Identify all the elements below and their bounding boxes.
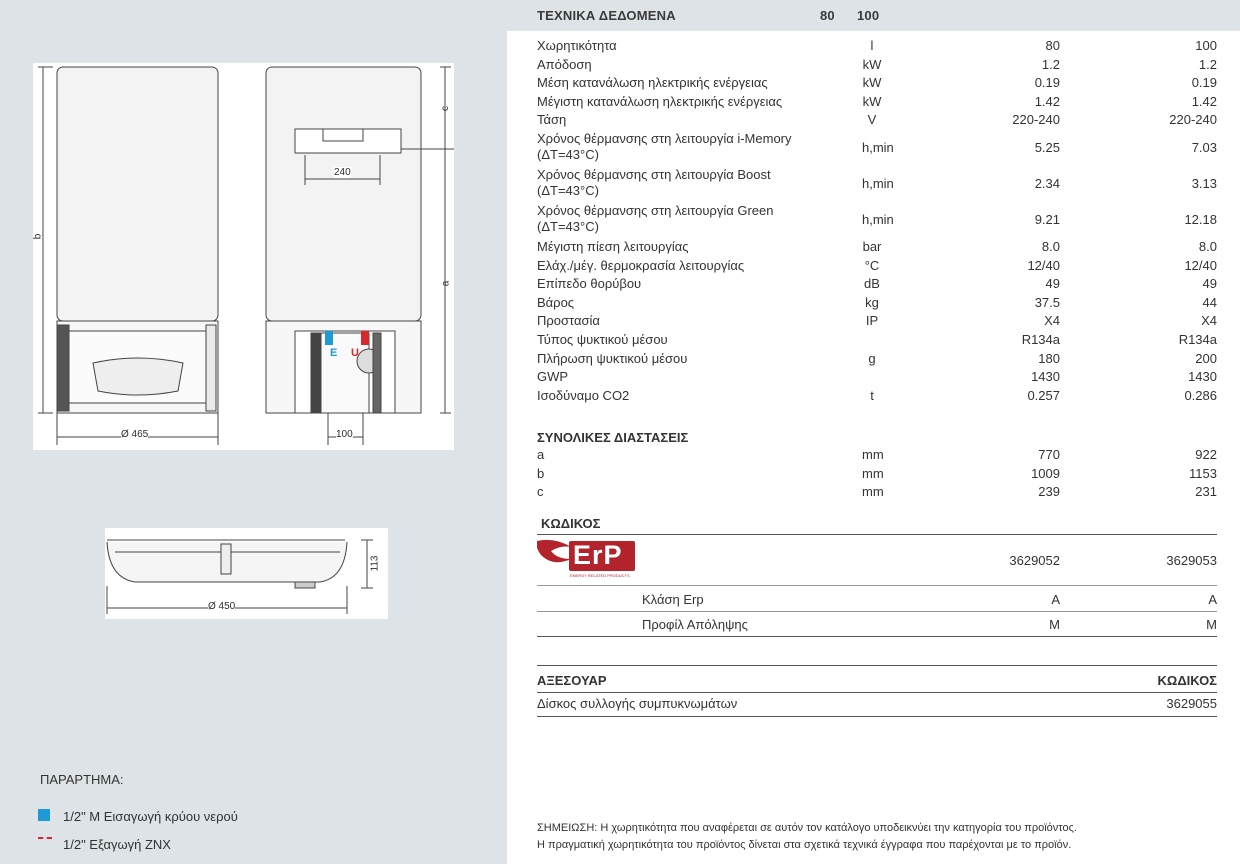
spec-value-80: R134a: [1021, 332, 1060, 347]
spec-label: Χρόνος θέρμανσης στη λειτουργία Green: [537, 203, 774, 218]
spec-value-80: X4: [1044, 313, 1060, 329]
spec-value-80: 180: [1038, 350, 1060, 366]
spec-value-80: 1.42: [1034, 93, 1060, 109]
spec-label: Τύπος ψυκτικού μέσου: [537, 332, 668, 347]
load-profile-100: M: [1206, 617, 1217, 632]
spec-label: Χρόνος θέρμανσης στη λειτουργία Boost: [537, 167, 771, 182]
spec-row: [537, 277, 1217, 295]
dim-label-a: a: [440, 280, 452, 287]
spec-unit: h,min: [862, 176, 894, 191]
spec-label: Απόδοση: [537, 56, 592, 72]
code-100: 3629053: [1166, 553, 1217, 568]
code-row: [537, 554, 1217, 572]
spec-row: [537, 76, 1217, 94]
spec-label-condition: (ΔT=43°C): [537, 147, 599, 162]
spec-unit: V: [867, 112, 877, 128]
spec-value-100: 0.19: [1191, 75, 1217, 91]
dimension-label: a: [537, 447, 545, 462]
spec-col-80: 80: [820, 8, 835, 23]
spec-label: Επίπεδο θορύβου: [537, 276, 642, 292]
spec-row: [537, 352, 1217, 370]
load-profile-label: Προφίλ Απόληψης: [642, 617, 748, 632]
accessory-divider-top: [537, 665, 1217, 666]
spec-label: Βάρος: [537, 294, 575, 310]
spec-value-80: 49: [1045, 276, 1060, 292]
spec-col-100: 100: [857, 8, 880, 23]
hot-water-legend-swatch: [38, 837, 52, 839]
dimension-value-100: 922: [1195, 447, 1217, 462]
spec-unit: kW: [862, 75, 882, 91]
appendix-title: ΠΑΡΑΡΤΗΜΑ:: [40, 772, 124, 787]
spec-value-80: 2.34: [1034, 176, 1060, 191]
spec-value-100: X4: [1201, 313, 1217, 329]
code-80: 3629052: [1009, 553, 1060, 568]
spec-row: [537, 58, 1217, 76]
dimension-row: [537, 485, 1217, 503]
spec-row: [537, 314, 1217, 332]
spec-row: [537, 259, 1217, 277]
inlet-letter: E: [330, 347, 338, 359]
dimension-row: [537, 467, 1217, 485]
accessory-code: 3629055: [1166, 696, 1217, 711]
erp-class-100: A: [1208, 592, 1217, 607]
spec-label: GWP: [537, 369, 569, 385]
spec-value-80: 0.257: [1027, 387, 1060, 403]
spec-value-100: 7.03: [1191, 140, 1217, 155]
hot-water-legend-label: 1/2" Εξαγωγή ZNX: [63, 837, 171, 852]
spec-value-100: 49: [1202, 276, 1217, 292]
code-divider-bottom: [537, 636, 1217, 637]
dim-label-pipe-offset: 100: [336, 429, 353, 440]
accessory-divider-mid: [537, 692, 1217, 693]
spec-value-100: 3.13: [1191, 176, 1217, 191]
dimension-unit: mm: [862, 465, 884, 481]
spec-unit: kW: [862, 93, 882, 109]
spec-value-100: 12/40: [1184, 257, 1217, 273]
code-title: ΚΩΔΙΚΟΣ: [541, 516, 601, 531]
dimension-value-80: 239: [1038, 484, 1060, 499]
dimension-value-80: 1009: [1031, 465, 1060, 481]
spec-value-100: 1.42: [1191, 93, 1217, 109]
spec-label: Πλήρωση ψυκτικού μέσου: [537, 350, 688, 366]
cold-inlet-marker: [325, 331, 333, 345]
cold-water-legend-swatch: [38, 809, 50, 821]
spec-label-condition: (ΔT=43°C): [537, 183, 599, 198]
spec-label: Μέση κατανάλωση ηλεκτρικής ενέργειας: [537, 75, 768, 91]
spec-unit: bar: [862, 239, 882, 254]
spec-row: [537, 240, 1217, 258]
dimensions-title: ΣΥΝΟΛΙΚΕΣ ΔΙΑΣΤΑΣΕΙΣ: [537, 430, 689, 445]
spec-value-80: 37.5: [1034, 294, 1060, 310]
accessory-divider-bottom: [537, 716, 1217, 717]
dim-label-bracket: 240: [334, 167, 351, 178]
spec-row: [537, 39, 1217, 57]
erp-class-80: A: [1051, 592, 1060, 607]
spec-row: [537, 370, 1217, 388]
erp-logo-text: ErP: [573, 540, 623, 570]
dim-label-top-height: 113: [369, 555, 381, 572]
spec-unit: h,min: [862, 140, 894, 155]
spec-value-80: 80: [1045, 38, 1060, 53]
erp-class-label: Κλάση Erp: [642, 592, 704, 607]
dimension-label: c: [537, 484, 544, 499]
spec-value-100: 8.0: [1198, 239, 1217, 254]
spec-unit: kg: [865, 294, 879, 310]
spec-value-100: 220-240: [1169, 112, 1217, 128]
spec-unit: g: [868, 350, 876, 366]
spec-row: [537, 168, 1217, 202]
spec-label: Ισοδύναμο CO2: [537, 387, 630, 403]
spec-value-80: 12/40: [1027, 257, 1060, 273]
spec-unit: °C: [864, 257, 880, 273]
erp-logo-subtext: ENERGY RELATED PRODUCTS: [570, 573, 630, 578]
dimension-value-80: 770: [1038, 447, 1060, 462]
spec-value-80: 9.21: [1034, 212, 1060, 227]
hot-outlet-marker: [361, 331, 369, 345]
spec-value-100: 44: [1202, 294, 1217, 310]
spec-label: Προστασία: [537, 313, 600, 329]
note-line-1: ΣΗΜΕΙΩΣΗ: Η χωρητικότητα που αναφέρεται σε αυτόν τον κατάλογο υποδεικνύει την κατηγορία του προϊόντος.: [537, 822, 1077, 834]
dimension-value-100: 1153: [1189, 465, 1217, 481]
spec-value-80: 0.19: [1034, 75, 1060, 91]
spec-row: [537, 296, 1217, 314]
dimension-unit: mm: [862, 447, 884, 462]
dimension-row: [537, 448, 1217, 466]
spec-value-100: R134a: [1178, 332, 1217, 347]
spec-unit: dB: [864, 276, 880, 292]
spec-row: [537, 95, 1217, 113]
code-divider-2: [537, 611, 1217, 612]
spec-value-80: 5.25: [1034, 140, 1060, 155]
spec-label: Τάση: [537, 112, 567, 128]
spec-unit: l: [870, 38, 874, 53]
spec-label: Ελάχ./μέγ. θερμοκρασία λειτουργίας: [537, 257, 745, 273]
dimension-value-100: 231: [1195, 484, 1217, 499]
spec-label: Μέγιστη πίεση λειτουργίας: [537, 239, 689, 254]
spec-value-80: 1.2: [1041, 56, 1060, 72]
spec-header-bar: [507, 0, 1240, 31]
spec-unit: t: [870, 387, 874, 403]
top-view-drawing: [105, 528, 388, 619]
spec-row: [537, 113, 1217, 131]
dim-label-c: c: [440, 106, 451, 111]
spec-value-80: 220-240: [1012, 112, 1060, 128]
dimension-unit: mm: [862, 484, 884, 499]
spec-unit: h,min: [862, 212, 894, 227]
spec-value-100: 100: [1195, 38, 1217, 53]
dim-label-top-diameter: Ø 450: [208, 601, 236, 612]
dimension-label: b: [537, 465, 545, 481]
spec-value-100: 1430: [1188, 369, 1217, 385]
spec-unit: IP: [865, 313, 879, 329]
spec-unit: kW: [862, 56, 882, 72]
spec-row: [537, 132, 1217, 166]
side-view-drawing: [33, 63, 454, 450]
spec-row: [537, 333, 1217, 351]
erp-class-row: [537, 593, 1217, 611]
load-profile-row: [537, 618, 1217, 636]
spec-value-100: 1.2: [1198, 56, 1217, 72]
spec-value-80: 8.0: [1041, 239, 1060, 254]
spec-value-100: 200: [1195, 350, 1217, 366]
accessory-code-title: ΚΩΔΙΚΟΣ: [1157, 673, 1217, 688]
code-divider-top: [537, 534, 1217, 535]
spec-label: Μέγιστη κατανάλωση ηλεκτρικής ενέργειας: [537, 93, 783, 109]
accessory-title: ΑΞΕΣΟΥΑΡ: [537, 673, 607, 688]
accessory-label: Δίσκος συλλογής συμπυκνωμάτων: [537, 696, 738, 711]
spec-label: Χωρητικότητα: [537, 38, 617, 53]
code-divider-mid: [537, 585, 1217, 586]
spec-row: [537, 389, 1217, 407]
spec-row: [537, 204, 1217, 238]
spec-title: ΤΕΧΝΙΚΑ ΔΕΔΟΜΕΝΑ: [537, 8, 676, 23]
outlet-letter: U: [351, 347, 359, 359]
dim-label-front-width: Ø 465: [121, 429, 149, 440]
spec-value-80: 1430: [1031, 369, 1060, 385]
spec-value-100: 12.18: [1184, 212, 1217, 227]
accessory-row: [537, 697, 1217, 715]
cold-water-legend-label: 1/2" M Εισαγωγή κρύου νερού: [63, 809, 238, 824]
spec-label: Χρόνος θέρμανσης στη λειτουργία i-Memory: [537, 131, 792, 146]
spec-label-condition: (ΔT=43°C): [537, 219, 599, 234]
load-profile-80: M: [1049, 617, 1060, 632]
spec-value-100: 0.286: [1184, 387, 1217, 403]
note-line-2: Η πραγματική χωρητικότητα του προϊόντος δίνεται στα σχετικά τεχνικά έγγραφα που παρέχονται με το προϊόν.: [537, 839, 1072, 851]
dim-label-b: b: [32, 233, 44, 240]
